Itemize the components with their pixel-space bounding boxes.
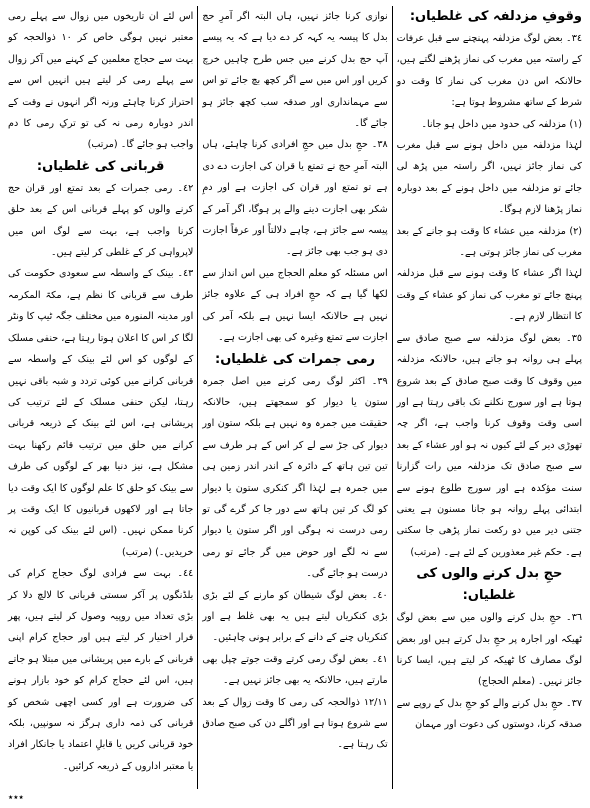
column-middle	[198, 6, 391, 789]
paragraph: ٣٦۔ حجِ بدل کرنے والوں میں سے بعض لوگ ٹھیکہ اور اجارہ پر حجِ بدل کرتے ہیں اور بعض لوگ مصارف کا ٹھیکہ کر لیتے ہیں، ایسا کرنا جائز نہیں۔ (معلم الحجاج)	[396, 612, 582, 688]
paragraph: ٤٤۔ بہت سے فرادی لوگ حجاج کرام کی بلڈنگوں پر آکر سستی قربانی کا لالچ دلا کر بڑی تعداد میں روپیہ وصول کر لیتے ہیں، پھر فرار اختیار کر لیتے ہیں اور حجاج کرام اپنی قربانی کے بارے میں پریشانی میں مبتلا ہو جاتے ہیں، اس لئے حجاج کرام کو خود بازار ہونے کی ضرورت ہے اور کسی اچھی شخص کو قربانی کی ذمہ داری ہرگز نہ سونپیں، بلکہ خود قربانی کریں یا قابلِ اعتماد یا جانکار افراد یا معتبر اداروں کے ذریعہ کرائیں۔	[8, 568, 194, 772]
paragraph: ١٢/١١ ذوالحجہ کی رمی کا وقت زوال کے بعد سے شروع ہوتا ہے اور اگلے دن کی صبح صادق تک رہتا ہے۔	[202, 696, 388, 751]
paragraph: ٣٩۔ اکثر لوگ رمی کرنے میں اصل جمرہ ستون یا دیوار کو سمجھتے ہیں، حالانکہ حقیقت میں جمرہ وہ نہیں ہے بلکہ ستون اور دیوار کی جڑ سے لے کر اس کے ہر طرف سے تین تین ہاتھ کے دائرہ کے اندر اندر زمین ہی میں جمرہ ہے لہٰذا اگر کنکری ستون یا دیوار کو لگ کر تین ہاتھ سے دور جا کر گرے گی تو رمی درست نہ ہوگی اور اگر ستون یا دیوار سے نہ لگے اور حوض میں گر جائے تو رمی درست ہو جائے گی۔	[202, 375, 388, 580]
paragraph: لہٰذا اگر عشاء کا وقت ہونے سے قبل مزدلفہ پہنچ جائے تو مغرب کی نماز کو عشاء کے وقت کا انتظار لازم ہے۔	[396, 268, 582, 323]
column-left	[4, 6, 197, 803]
section-heading-hajj-badal: حجِ بدل کرنے والوں کی غلطیاں:	[416, 566, 563, 604]
section-heading-qurbani: قربانی کی غلطیاں:	[36, 158, 165, 174]
paragraph: اس لئے ان تاریخوں میں زوال سے پہلے رمی معتبر نہیں ہوگی خاص کر ١٠ ذوالحجہ کو بہت سے حجاج معلمین کے کہنے میں آکر زوال سے پہلے رمی کر لیتے ہیں انہیں اس سے احتراز کرنا چاہئے ورنہ اگر انہوں نے وقت کے اندر دوبارہ رمی نہ کی تو ترکِ رمی کا دم واجب ہو جائے گا۔ (مرتب)	[8, 11, 194, 151]
section-heading-wuquf-muzdalifah: وقوفِ مزدلفہ کی غلطیاں:	[409, 9, 582, 24]
end-mark: ٭٭٭	[8, 791, 24, 803]
paragraph: نوازی کرنا جائز نہیں، ہاں البتہ اگر آمرِ حج بدل کا پیسہ یہ کہہ کر دے دیا ہے کہ یہ پیسے آپ حج بدل کرنے میں جس طرح چاہیں خرچ کریں اور اس میں سے اگر کچھ بچ جائے تو اس سے مہمانداری اور صدقہ سب کچھ جائز ہو جائے گا۔	[202, 11, 388, 130]
paragraph: لہٰذا مزدلفہ میں داخل ہونے سے قبل مغرب کی نماز جائز نہیں، اگر راستہ میں پڑھ لی جائے تو مزدلفہ میں داخل ہونے کے بعد دوبارہ نماز پڑھنا لازم ہوگا۔	[396, 140, 582, 216]
paragraph: (۲) مزدلفہ میں عشاء کا وقت ہو جانے کے بعد مغرب کی نماز جائز ہوتی ہے۔	[396, 225, 582, 259]
paragraph: ٣٥۔ بعض لوگ مزدلفہ سے صبح صادق سے پہلے ہی روانہ ہو جاتے ہیں، حالانکہ مزدلفہ میں وقوف کا وقت صبح صادق کے بعد شروع ہوتا ہے اور سورج نکلنے تک باقی رہتا ہے اور اسی وقت وقوف کرنا واجب ہے، اگر چہ تھوڑی دیر کے لئے کیوں نہ ہو اور عشاء کے بعد سے صبح صادق تک مزدلفہ میں رات گزارنا سنت مؤکدہ ہے اور سورج طلوع ہونے سے ابتدائی پہلے روانہ ہو جانا مسنون ہے یعنی جتنی دیر میں دو رکعت نماز پڑھی جا سکتی ہے۔ حکم غیر معذورین کے لئے ہے۔ (مرتب)	[396, 332, 582, 558]
paragraph: ٤١۔ بعض لوگ رمی کرتے وقت جوتے چپل بھی مارتے ہیں، حالانکہ یہ بھی جائز نہیں ہے۔	[202, 653, 388, 687]
column-right	[393, 6, 586, 789]
paragraph: ٣٨۔ حجِ بدل میں حجِ افرادی کرنا چاہئے، ہاں البتہ آمرِ حج نے تمتع یا قران کی اجازت دے دی ہے تو تمتع اور قران کی اجازت ہے اور دمِ شکر بھی اجازت دینے والے پر ہوگا، اگر آمر کے پیسہ سے جائز ہے، چاہے دلالتاً اور عرفاً اجازت دی ہو جب بھی جائز ہے۔	[202, 139, 388, 258]
paragraph: اس مسئلہ کو معلم الحجاج میں اس انداز سے لکھا گیا ہے کہ حجِ افراد ہی کے علاوہ جائز نہیں ہے حالانکہ ایسا نہیں ہے بلکہ آمر کی اجازت سے تمتع وغیرہ کی بھی اجازت ہے۔	[202, 267, 388, 344]
paragraph: ٤٣۔ بینک کے واسطہ سے سعودی حکومت کی طرف سے قربانی کا نظم ہے، مکۃ المکرمہ اور مدینہ المنورہ میں مختلف جگہ ٹیپ کا ونٹر لگا کر اس کا اعلان ہوتا رہتا ہے، حنفی مسلک کے لوگوں کو اس لئے بینک کے واسطہ سے قربانی کرانے میں کوئی تردد و شبہ باقی نہیں رہتا، لیکن حنفی مسلک کے لئے ترتیب کی پریشانی ہے، اس لئے بینک کے ذریعہ قربانی کرانے میں حلق میں ترتیب قائم رکھنا بہت مشکل ہے، نیز دنیا بھر کے لوگوں کی طرف سے بینک کو حلق کا علم لوگوں کا ایک وقت دیا جاتا ہے اور لاکھوں قربانیوں کا ایک وقت پر کرنا ممکن نہیں۔ (اس لئے بینک کی کوپن نہ خریدیں۔) (مرتب)	[8, 268, 194, 558]
paragraph: ٣٧۔ حجِ بدل کرنے والے کو حجِ بدل کے روپے سے صدقہ کرنا، دوستوں کی دعوت اور مہمان	[396, 697, 582, 731]
paragraph: ٤٠۔ بعض لوگ شیطان کو مارنے کے لئے بڑی بڑی کنکریاں لیتے ہیں یہ بھی غلط ہے اور کنکریاں چنے کے دانے کے برابر ہونی چاہئیں۔	[202, 589, 388, 644]
paragraph: ٤٢۔ رمی جمرات کے بعد تمتع اور قران حج کرنے والوں کو پہلے قربانی اس کے بعد حلق کرنا واجب ہے، بہت سے لوگ اس میں لاپرواہی کر کے غلطی کر لیتے ہیں۔	[8, 182, 194, 259]
paragraph: (۱) مزدلفہ کی حدود میں داخل ہو جانا۔	[421, 118, 582, 130]
section-heading-rami-jamarat: رمی جمرات کی غلطیاں:	[215, 351, 375, 367]
paragraph: ٣٤۔ بعض لوگ مزدلفہ پہنچنے سے قبل عرفات کے راستہ میں مغرب کی نماز پڑھنے لگتے ہیں، حالانکہ اس دن مغرب کی نماز کا وقت دو شرط کے ساتھ مشروط ہوتا ہے:	[396, 33, 582, 109]
